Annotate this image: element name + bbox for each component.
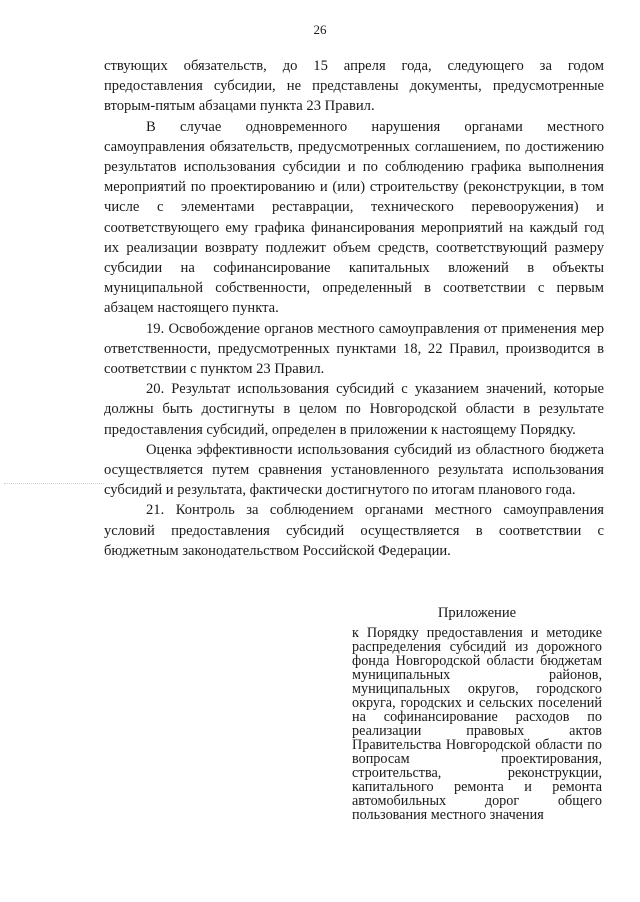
paragraph-continuation: ствующих обязательств, до 15 апреля года, следующего за годом предоставления субсидии, не представлены документы, предусмотренные вторым-пятым абзацами пункта 23 Правил.	[104, 58, 604, 115]
page-number: 26	[313, 22, 327, 37]
paragraph-item-21: 21. Контроль за соблюдением органами местного самоуправления условий предоставления субсидий осуществляется в соответствии с бюджетным законодательством Российской Федерации.	[104, 502, 604, 559]
main-text	[104, 56, 604, 561]
annex-block	[352, 603, 602, 822]
annex-text: к Порядку предоставления и методике распределения субсидий из дорожного фонда Новгородской области бюджетам муниципальных районов, муниципальных округов, городского округа, городских и сельских поселений на софинансирование расходов по реализации правовых актов Правительства Новгородской области по вопросам проектирования, строительства, реконструкции, капитального ремонта и ремонта автомобильных дорог общего пользования местного значения	[352, 625, 602, 823]
paragraph-evaluation: Оценка эффективности использования субсидий из областного бюджета осуществляется путем сравнения установленного результата использования субсидий и результата, фактически достигнутого по итогам планового года.	[104, 441, 604, 499]
scan-artifact	[4, 483, 104, 486]
paragraph-violation: В случае одновременного нарушения органами местного самоуправления обязательств, предусмотренных соглашением, по достижению результатов использования субсидии и по соблюдению графика выполнения мероприятий по проектированию и (или) строительству (реконструкции, в том числе с элементами реставрации, технического перевооружения) и соответствующего ему графика финансирования мероприятий на каждый год их реализации возврату подлежит объем средств, соответствующий размеру субсидии на софинансирование капитальных вложений в объекты муниципальной собственности, определенный в соответствии с первым абзацем настоящего пункта.	[104, 118, 604, 317]
paragraph-item-19: 19. Освобождение органов местного самоуправления от применения мер ответственности, предусмотренных пунктами 18, 22 Правил, производится в соответствии с пунктом 23 Правил.	[104, 320, 604, 378]
annex-title: Приложение	[437, 605, 517, 621]
paragraph-item-20: 20. Результат использования субсидий с указанием значений, которые должны быть достигнуты в целом по Новгородской области в результате предоставления субсидий, определен в приложении к настоящему Порядку.	[104, 381, 604, 438]
